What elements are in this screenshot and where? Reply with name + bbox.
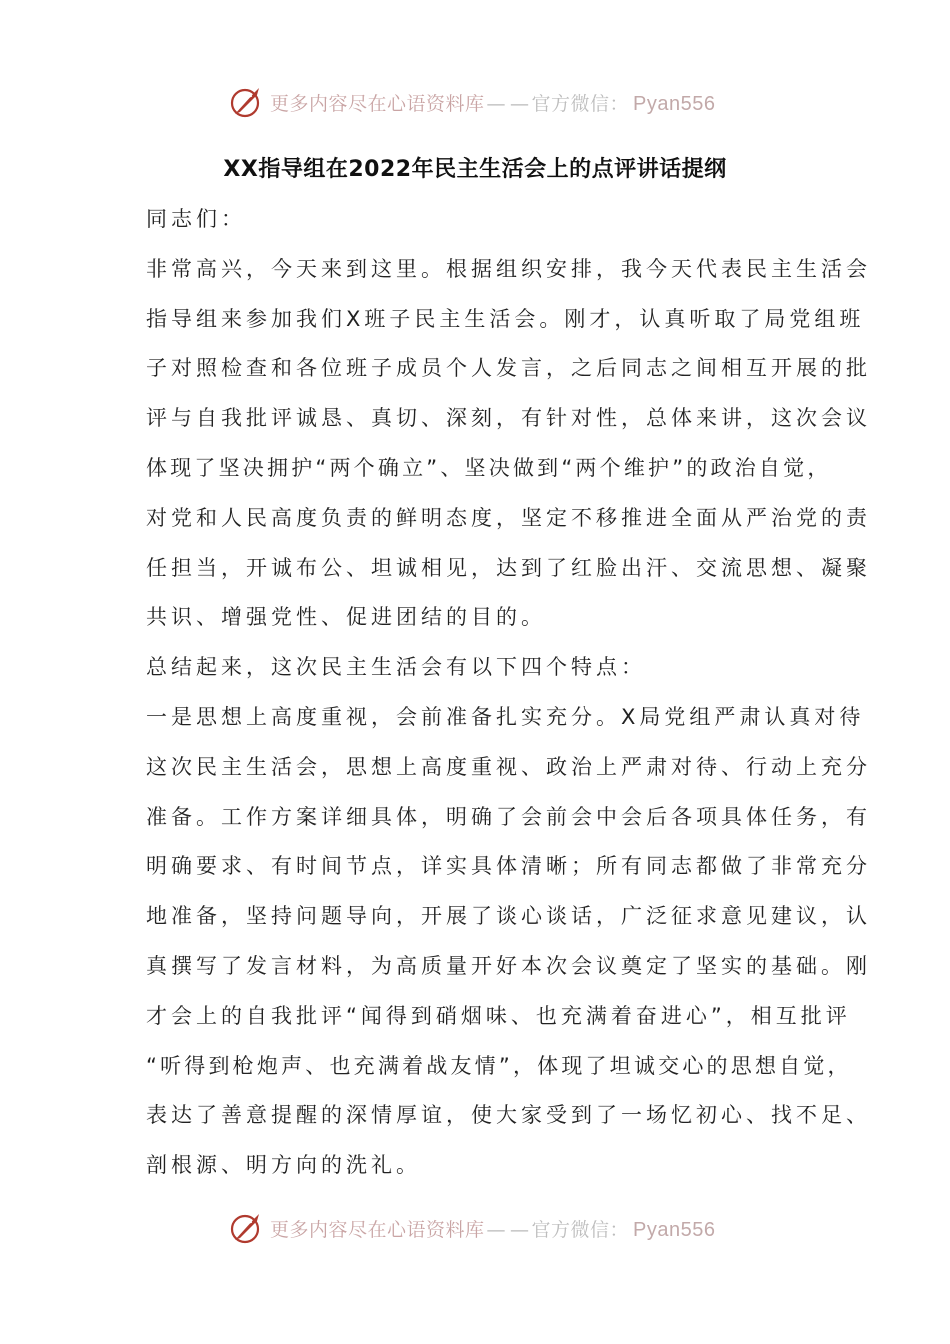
text-line: 一是思想上高度重视，会前准备扎实充分。X局党组严肃认真对待 bbox=[146, 704, 865, 729]
header-banner bbox=[228, 82, 748, 122]
quill-logo-icon bbox=[228, 1210, 264, 1246]
text-line: 评与自我批评诚恳、真切、深刻，有针对性，总体来讲，这次会议 bbox=[146, 406, 871, 431]
text-line: 这次民主生活会，思想上高度重视、政治上严肃对待、行动上充分 bbox=[146, 754, 871, 779]
banner-text: 更多内容尽在心语资料库 — — 官方微信： Pyan556 bbox=[270, 1218, 716, 1241]
text-line: “听得到枪炮声、也充满着战友情”，体现了坦诚交心的思想自觉， bbox=[146, 1053, 852, 1078]
text-line: 共识、增强党性、促进团结的目的。 bbox=[146, 605, 546, 630]
text-line: 才会上的自我批评“闻得到硝烟味、也充满着奋进心”，相互批评 bbox=[146, 1003, 851, 1028]
text-line: 子对照检查和各位班子成员个人发言，之后同志之间相互开展的批 bbox=[146, 356, 871, 381]
text-line: 真撰写了发言材料，为高质量开好本次会议奠定了坚实的基础。刚 bbox=[146, 953, 871, 978]
document-body bbox=[146, 199, 871, 1195]
quill-logo-icon bbox=[228, 84, 264, 120]
text-line: 对党和人民高度负责的鲜明态度，坚定不移推进全面从严治党的责 bbox=[146, 505, 871, 530]
banner-text: 更多内容尽在心语资料库 — — 官方微信： Pyan556 bbox=[270, 92, 716, 115]
page-title: XX指导组在2022年民主生活会上的点评讲话提纲 bbox=[223, 157, 727, 182]
text-line: 体现了坚决拥护“两个确立”、坚决做到“两个维护”的政治自觉， bbox=[146, 455, 832, 480]
text-line: 指导组来参加我们X班子民主生活会。刚才，认真听取了局党组班 bbox=[146, 306, 865, 331]
text-line: 同志们： bbox=[146, 207, 246, 231]
text-line: 总结起来，这次民主生活会有以下四个特点： bbox=[146, 655, 646, 680]
text-line: 表达了善意提醒的深情厚谊，使大家受到了一场忆初心、找不足、 bbox=[146, 1103, 871, 1128]
text-line: 非常高兴，今天来到这里。根据组织安排，我今天代表民主生活会 bbox=[146, 256, 871, 281]
text-line: 明确要求、有时间节点，详实具体清晰；所有同志都做了非常充分 bbox=[146, 854, 871, 879]
text-line: 剖根源、明方向的洗礼。 bbox=[146, 1153, 421, 1178]
text-line: 准备。工作方案详细具体，明确了会前会中会后各项具体任务，有 bbox=[146, 804, 871, 829]
text-line: 任担当，开诚布公、坦诚相见，达到了红脸出汗、交流思想、凝聚 bbox=[146, 555, 871, 580]
text-line: 地准备，坚持问题导向，开展了谈心谈话，广泛征求意见建议，认 bbox=[146, 904, 871, 929]
footer-banner bbox=[228, 1208, 748, 1248]
